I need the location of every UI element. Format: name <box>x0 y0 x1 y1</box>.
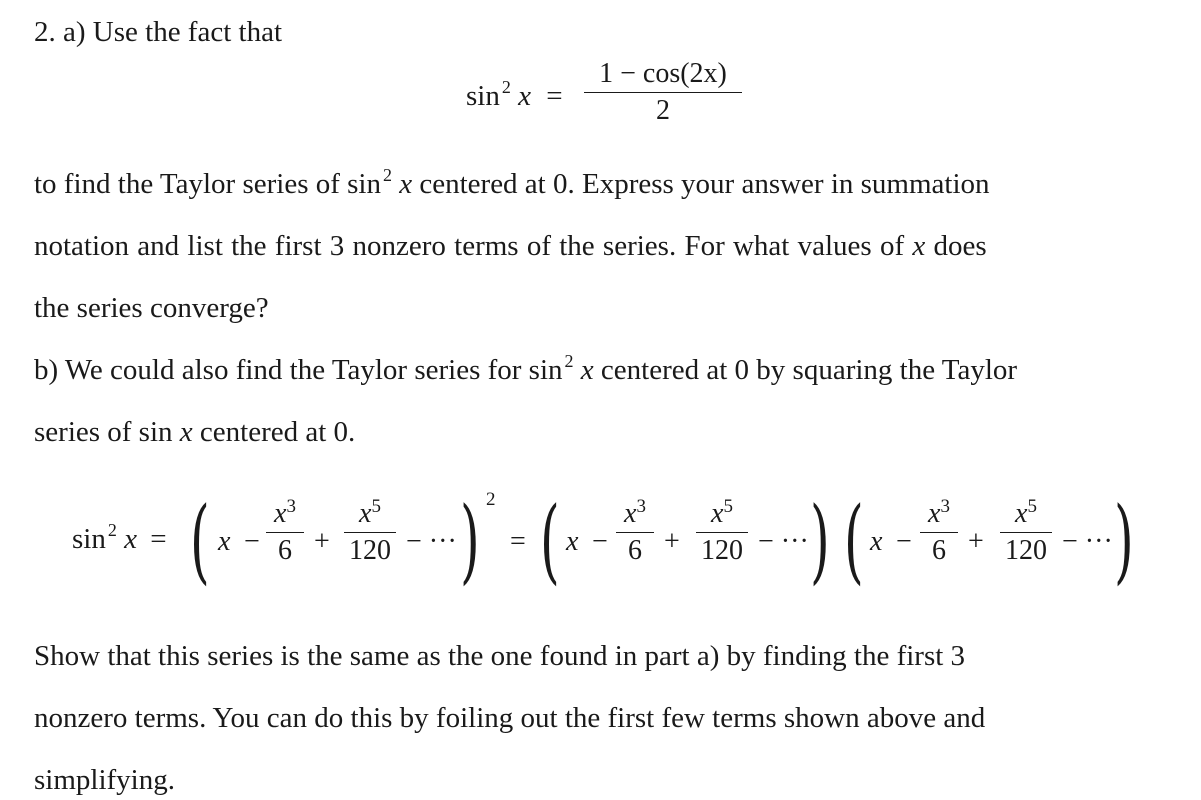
closing-line-3: simplifying. <box>34 764 175 796</box>
identity-fraction <box>584 60 742 125</box>
eq-x-2: x <box>566 526 579 557</box>
part-b-line-2: series of sin x centered at 0. <box>34 416 356 448</box>
eq-frac-x5-120-2: $x^5$ 120 <box>696 500 748 565</box>
eq-x-3: x <box>870 526 883 557</box>
part-a-heading <box>34 18 282 47</box>
eq-equals-2: = <box>510 526 526 557</box>
closing-line-1: Show that this series is the same as the one found in part a) by finding the first 3 <box>34 640 966 672</box>
part-a-line-2: notation and list the first 3 nonzero terms of the series. For what values of x does <box>34 230 987 262</box>
eq-minus-3: − <box>896 526 912 557</box>
closing-line-2: nonzero terms. You can do this by foiling out the first few terms shown above and <box>34 702 986 734</box>
part-a-label: 2. a) <box>34 16 86 48</box>
eq-lhs: sin $^2$ x = <box>72 520 167 555</box>
eq-x-1: x <box>218 526 231 557</box>
part-a-line-3: the series converge? <box>34 292 269 324</box>
identity-fraction-bar <box>584 92 742 93</box>
eq-plus-1: + <box>314 526 330 557</box>
eq-frac-x3-6-1: $x^3$ 6 <box>266 500 304 565</box>
eq-paren-close-3: ) <box>1114 487 1134 594</box>
part-a-line-1: to find the Taylor series of sin $^2$ x centered at 0. Express your answer in summation <box>34 165 990 200</box>
eq-dots-2: − ··· <box>758 526 809 557</box>
eq-outer-exponent: 2 <box>486 489 496 510</box>
part-b-line-1: b) We could also find the Taylor series for sin $^2$ x centered at 0 by squaring the Taylor <box>34 351 1018 386</box>
eq-frac-x3-6-3: $x^3$ 6 <box>920 500 958 565</box>
eq-paren-close-1: ) <box>460 487 480 594</box>
eq-dots-1: − ··· <box>406 526 457 557</box>
eq-plus-3: + <box>968 526 984 557</box>
identity-denominator: 2 <box>656 95 670 126</box>
eq-minus-1: − <box>244 526 260 557</box>
eq-paren-open-2: ( <box>540 487 560 594</box>
eq-plus-2: + <box>664 526 680 557</box>
eq-dots-3: − ··· <box>1062 526 1113 557</box>
eq-paren-close-2: ) <box>810 487 830 594</box>
part-a-intro: Use the fact that <box>92 16 283 48</box>
identity-numerator: 1 − cos(2x) <box>599 58 727 89</box>
eq-paren-open-1: ( <box>190 487 210 594</box>
eq-paren-open-3: ( <box>844 487 864 594</box>
eq-frac-x3-6-2: $x^3$ 6 <box>616 500 654 565</box>
eq-frac-x5-120-3: $x^5$ 120 <box>1000 500 1052 565</box>
identity-lhs: sin $^2$ x = <box>466 77 563 112</box>
eq-frac-x5-120-1: $x^5$ 120 <box>344 500 396 565</box>
eq-minus-2: − <box>592 526 608 557</box>
